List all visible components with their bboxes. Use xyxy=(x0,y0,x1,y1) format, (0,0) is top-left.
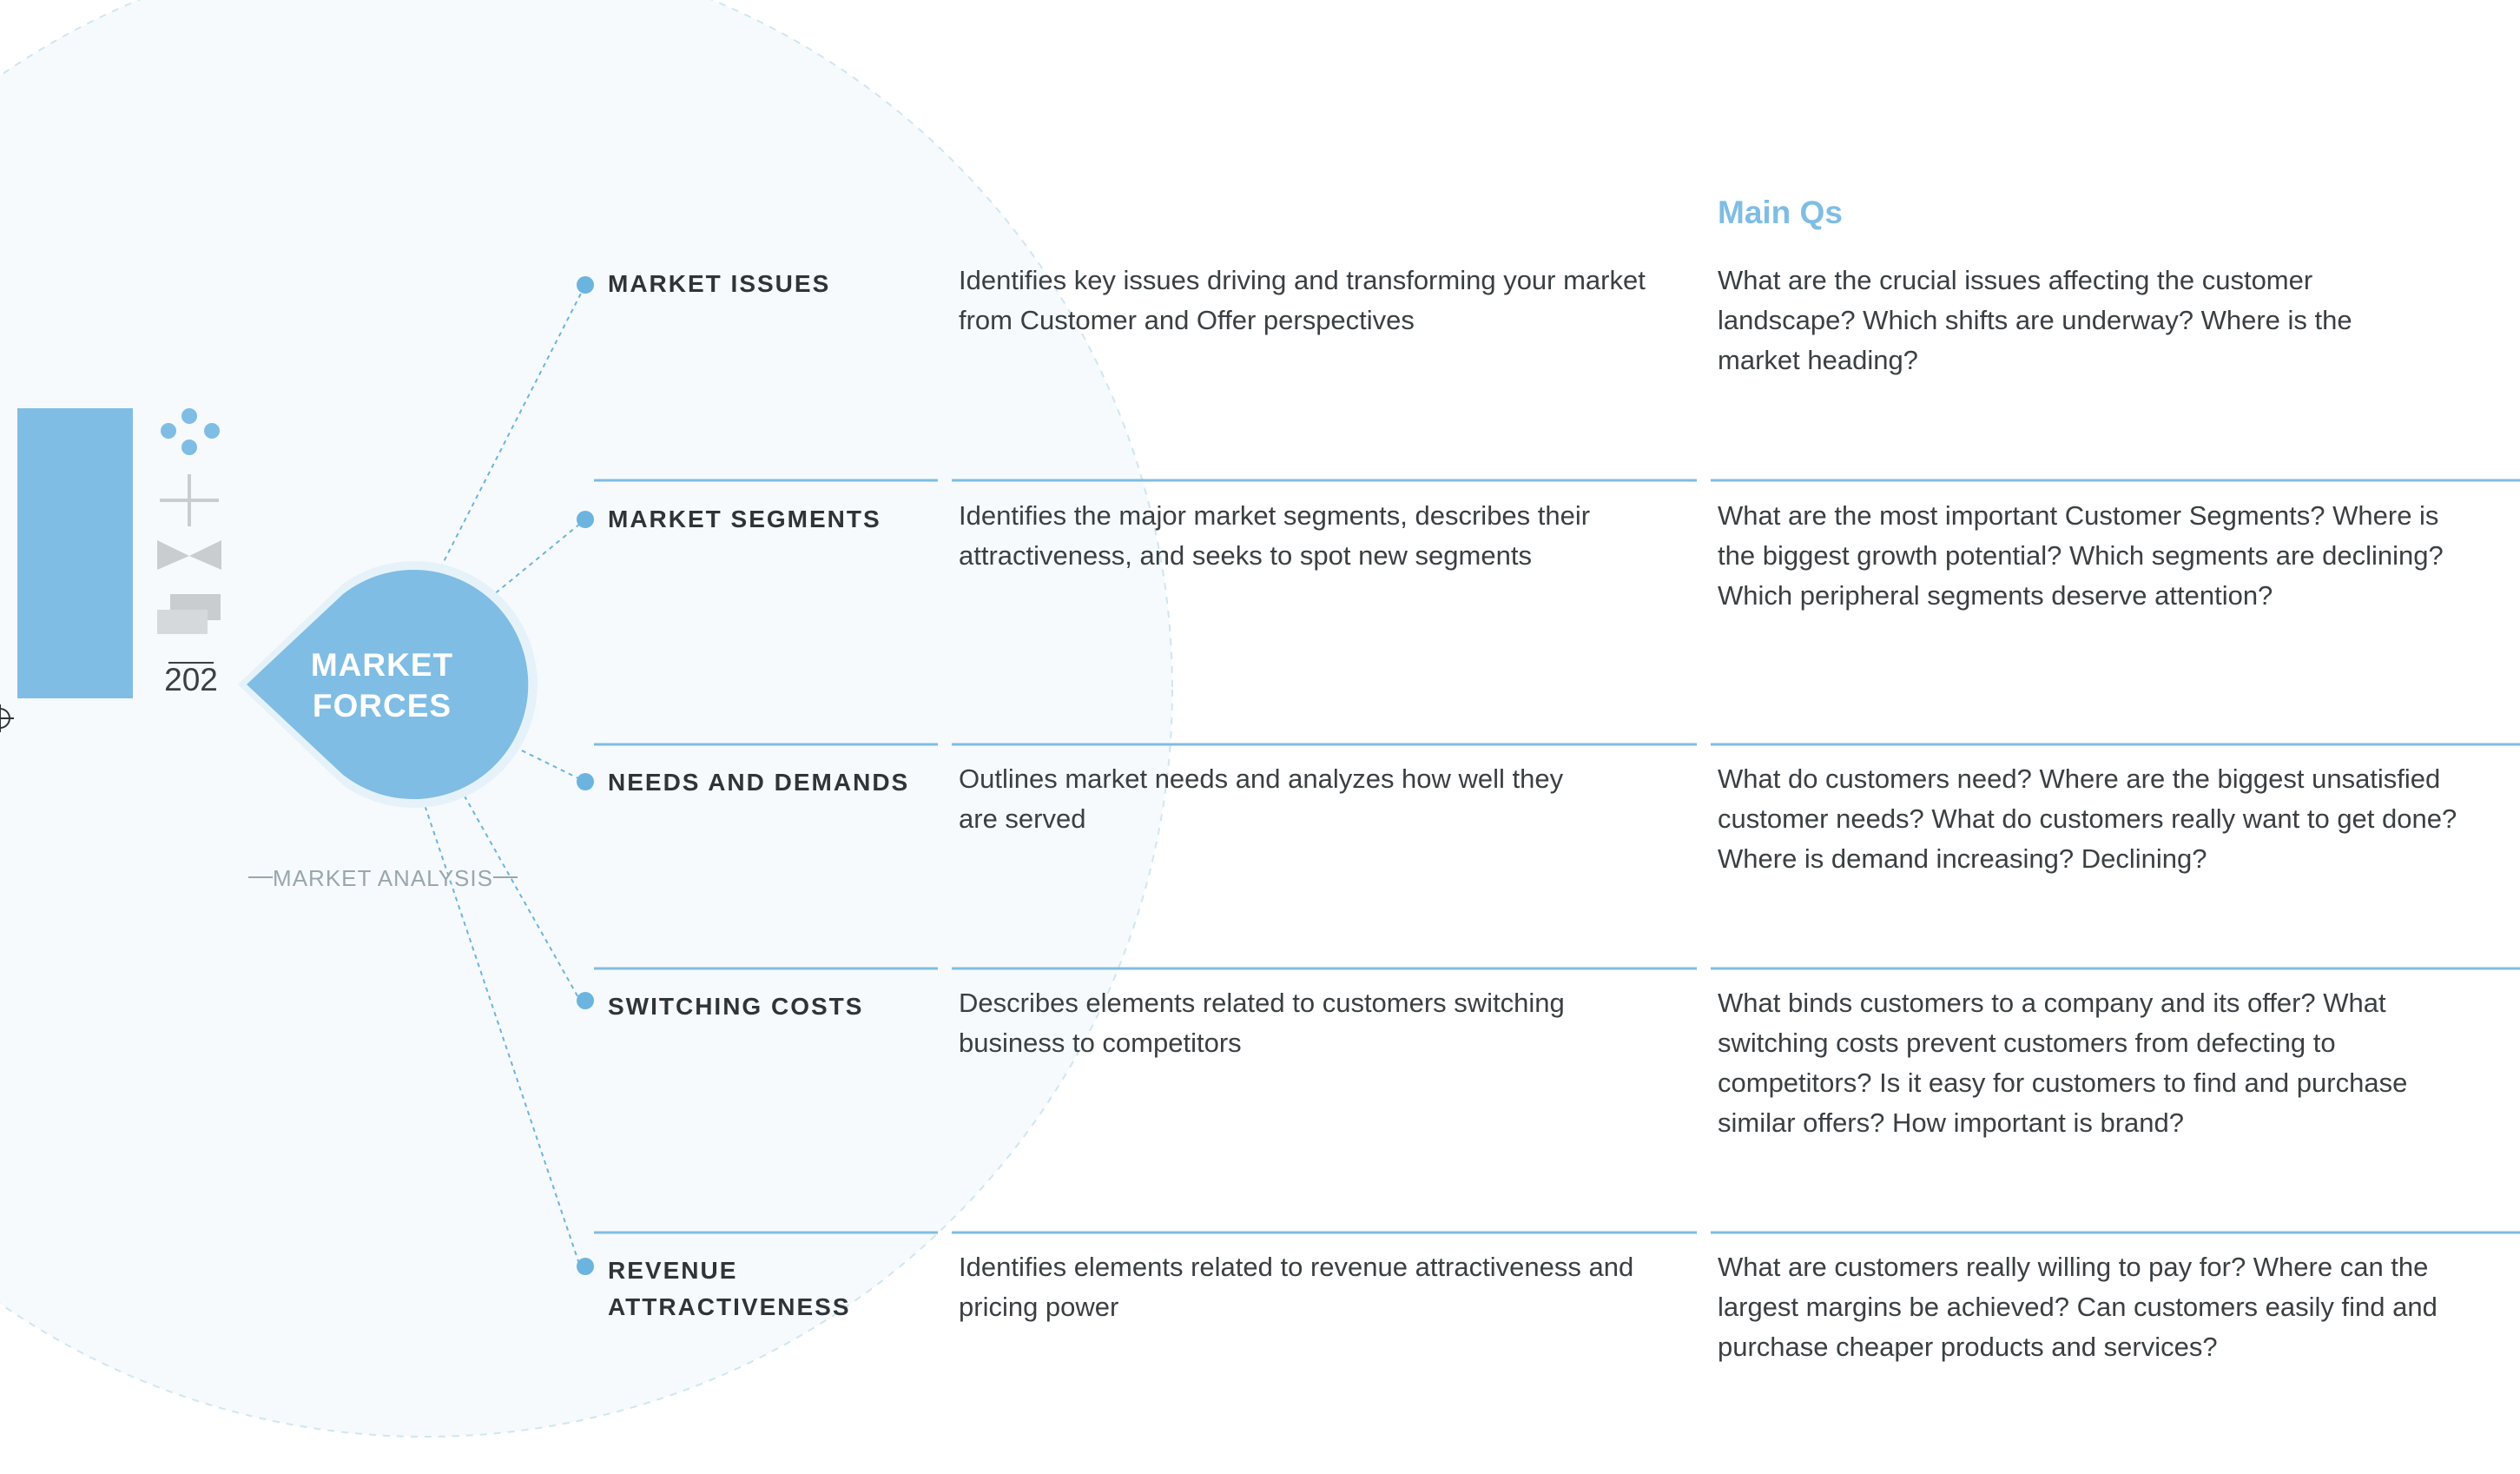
description-market-issues: Identifies key issues driving and transforming your market from Customer and Offer perspectives xyxy=(959,265,1646,335)
market-forces-line1: MARKET xyxy=(310,647,454,683)
dot-revenue xyxy=(577,1258,594,1275)
background-circle xyxy=(0,0,1172,1437)
question-switching-costs: What binds customers to a company and its offer? What switching costs prevent customers from defecting to competitors? Is it easy for customers to find and purchase similar offers? How important is brand? xyxy=(1718,988,2408,1138)
main-qs-heading: Main Qs xyxy=(1718,195,1843,230)
topic-needs-demands: NEEDS AND DEMANDS xyxy=(608,769,910,796)
question-market-issues: What are the crucial issues affecting the customer landscape? Which shifts are underway? Where is the market heading? xyxy=(1718,265,2352,375)
topic-switching-costs: SWITCHING COSTS xyxy=(608,993,864,1020)
dot-switching-costs xyxy=(577,992,594,1009)
side-tab xyxy=(17,408,133,698)
description-revenue-attractiveness: Identifies elements related to revenue attractiveness and pricing power xyxy=(959,1252,1634,1322)
topic-market-segments: MARKET SEGMENTS xyxy=(608,506,881,532)
question-needs-demands: What do customers need? Where are the biggest unsatisfied customer needs? What do customers really want to get done? Where is demand increasing? Declining? xyxy=(1718,763,2457,874)
topic-revenue-attractiveness: REVENUE ATTRACTIVENESS xyxy=(608,1257,851,1320)
market-analysis-caption: MARKET ANALYSIS xyxy=(273,865,493,891)
market-forces-line2: FORCES xyxy=(312,688,452,724)
description-needs-demands: Outlines market needs and analyzes how well they are served xyxy=(959,763,1564,834)
dot-market-issues xyxy=(577,276,594,294)
description-market-segments: Identifies the major market segments, describes their attractiveness, and seeks to spot new segments xyxy=(959,500,1591,571)
question-market-segments: What are the most important Customer Segments? Where is the biggest growth potential? Which segments are declining? Which peripheral segments deserve attention? xyxy=(1718,500,2444,611)
question-revenue-attractiveness: What are customers really willing to pay for? Where can the largest margins be achieved? Can customers easily find and purchase cheaper products and services? xyxy=(1718,1252,2438,1362)
market-forces-title xyxy=(282,644,482,726)
topic-market-issues: MARKET ISSUES xyxy=(608,270,831,297)
dot-needs-demands xyxy=(577,773,594,790)
dot-market-segments xyxy=(577,511,594,528)
page-number: 202 xyxy=(164,662,218,697)
description-switching-costs: Describes elements related to customers switching business to competitors xyxy=(959,988,1565,1058)
